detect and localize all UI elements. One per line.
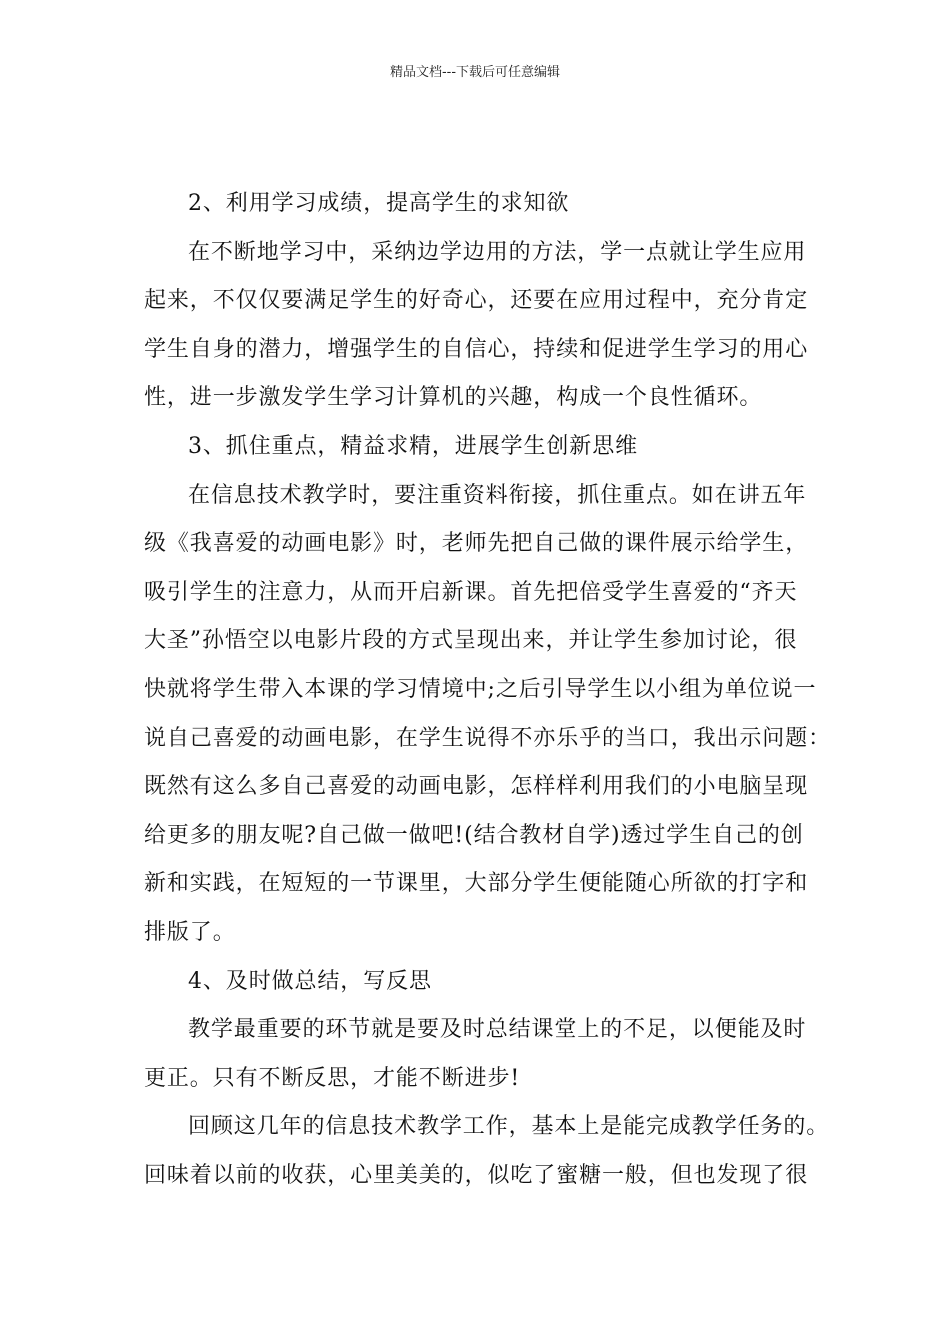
- text-line: 快就将学生带入本课的学习情境中;之后引导学生以小组为单位说一: [144, 676, 817, 702]
- text-line: 性，进一步激发学生学习计算机的兴趣，构成一个良性循环。: [144, 385, 763, 411]
- heading-3: [144, 423, 812, 472]
- heading-4: [144, 958, 812, 1007]
- text-line: 排版了。: [144, 919, 236, 945]
- text-line: 3、抓住重点，精益求精，进展学生创新思维: [188, 433, 638, 459]
- text-line: 4、及时做总结，写反思: [188, 968, 432, 994]
- text-line: 新和实践，在短短的一节课里，大部分学生便能随心所欲的打字和: [144, 871, 809, 897]
- text-line: 给更多的朋友呢?自己做一做吧!(结合教材自学)透过学生自己的创: [144, 822, 804, 848]
- text-line: 教学最重要的环节就是要及时总结课堂上的不足，以便能及时: [188, 1017, 807, 1043]
- paragraph: [144, 229, 812, 423]
- text-line: 回味着以前的收获，心里美美的，似吃了蜜糖一般，但也发现了很: [144, 1162, 809, 1188]
- text-line: 2、利用学习成绩，提高学生的求知欲: [188, 191, 570, 216]
- text-line: 大圣”孙悟空以电影片段的方式呈现出来，并让学生参加讨论，很: [144, 628, 798, 654]
- text-line: 说自己喜爱的动画电影，在学生说得不亦乐乎的当口，我出示问题：: [144, 725, 832, 751]
- text-line: 既然有这么多自己喜爱的动画电影，怎样样利用我们的小电脑呈现: [144, 774, 809, 800]
- paragraph: [144, 472, 832, 958]
- heading-2: [144, 180, 812, 229]
- text-line: 级《我喜爱的动画电影》时，老师先把自己做的课件展示给学生，: [144, 531, 809, 557]
- text-line: 学生自身的潜力，增强学生的自信心，持续和促进学生学习的用心: [144, 336, 809, 362]
- text-line: 更正。只有不断反思，才能不断进步!: [144, 1065, 521, 1091]
- page-header: 精品文档---下载后可任意编辑: [389, 65, 561, 80]
- text-line: 回顾这几年的信息技术教学工作，基本上是能完成教学任务的。: [188, 1114, 830, 1140]
- text-line: 在不断地学习中，采纳边学边用的方法，学一点就让学生应用: [188, 239, 807, 265]
- text-line: 在信息技术教学时，要注重资料衔接，抓住重点。如在讲五年: [188, 482, 807, 508]
- document-body: [144, 180, 832, 1200]
- paragraph: [144, 1006, 812, 1103]
- text-line: 吸引学生的注意力，从而开启新课。首先把倍受学生喜爱的“齐天: [144, 579, 798, 605]
- text-line: 起来，不仅仅要满足学生的好奇心，还要在应用过程中，充分肯定: [144, 288, 809, 314]
- paragraph: [144, 1103, 830, 1200]
